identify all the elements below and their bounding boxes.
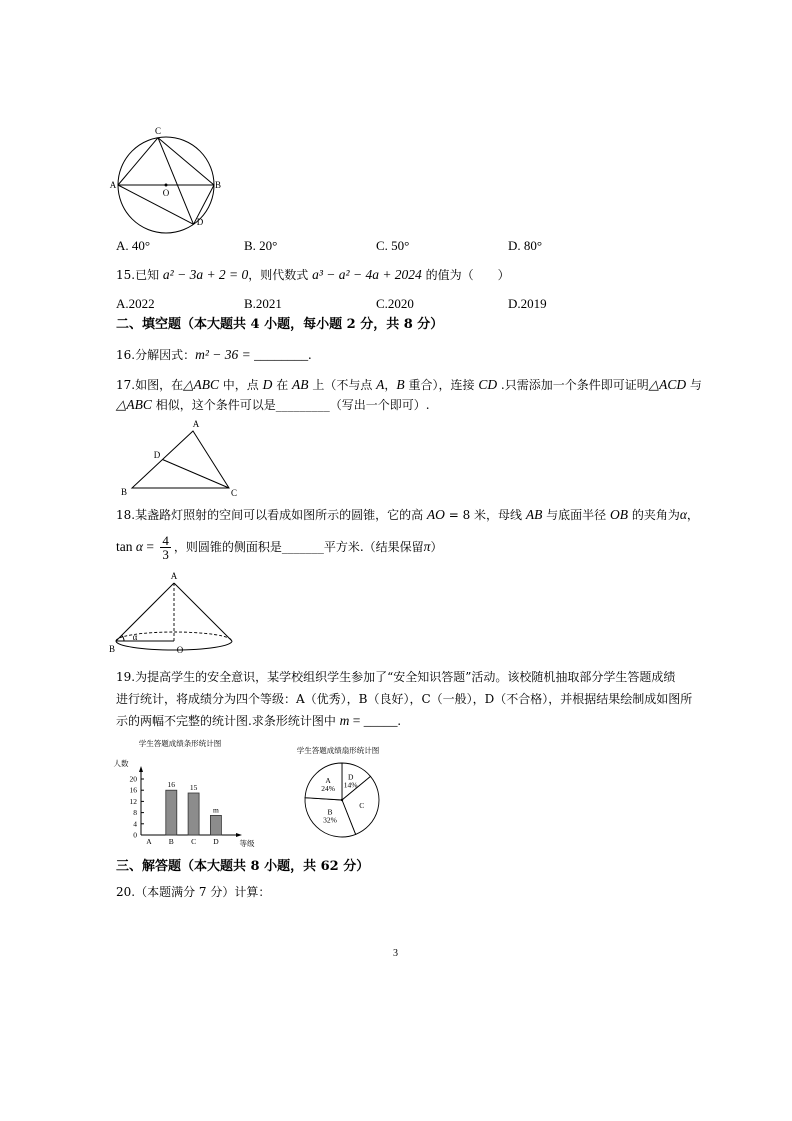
q18-text: ，则圆锥的侧面积是_______平方米.（结果保留 — [173, 540, 424, 554]
q16-blank: ________. — [250, 347, 312, 362]
triangle-figure — [112, 412, 246, 502]
q15-equation: a² − 3a + 2 = 0 — [162, 267, 249, 282]
q18-alpha: α — [135, 539, 143, 554]
pie-percent-label: 14% — [343, 780, 358, 790]
question-15 — [116, 267, 510, 283]
pie-slice-a — [305, 763, 342, 800]
pie-slice-label: B — [327, 807, 333, 817]
q18-math: AO — [426, 507, 445, 522]
point-label-c: C — [230, 488, 238, 498]
q18-text: 与底面半径 — [542, 508, 610, 522]
pie-chart-title: 学生答题成绩扇形统计图 — [296, 746, 380, 755]
question-18-line-1 — [116, 507, 699, 523]
q17-math: D — [262, 377, 273, 392]
bar-value-label: 16 — [167, 780, 176, 790]
center-dot — [165, 184, 168, 187]
q17-text: 与 — [686, 378, 702, 392]
pie-percent-label: 32% — [323, 815, 337, 825]
point-label-c: C — [154, 126, 162, 136]
chord-ad — [118, 185, 194, 224]
point-label-b: B — [120, 487, 128, 497]
fraction-denominator: 3 — [162, 547, 169, 562]
question-19-line-2: 进行统计，将成绩分为四个等级：A（优秀），B（良好），C（一般），D（不合格），并根据结果绘制成如图所 — [116, 692, 693, 706]
q17-math: △ACD — [648, 377, 687, 392]
cone-base-front-edge — [116, 641, 232, 650]
q17-text: 在 — [272, 378, 293, 392]
q15-option-a: A.2022 — [116, 296, 155, 311]
q18-text: 的夹角为 — [628, 508, 680, 522]
pie-slice-label: A — [325, 776, 331, 786]
q17-text: .只需添加一个条件即可证明 — [497, 378, 649, 392]
q15-suffix: 的值为（ ） — [421, 268, 510, 282]
pie-slice-label: C — [359, 801, 365, 811]
point-label-a: A — [192, 419, 200, 429]
section-3-heading: 三、解答题（本大题共 8 小题，共 62 分） — [116, 859, 370, 874]
y-tick-label: 8 — [133, 808, 137, 818]
q17-math: B — [396, 377, 405, 392]
question-17-line-1 — [116, 377, 702, 393]
q19-blank: = _____. — [349, 713, 401, 728]
chord-cd — [158, 138, 194, 225]
q17-text: 17.如图，在 — [116, 378, 184, 392]
point-label-b: B — [108, 644, 116, 654]
q17-math: CD — [478, 377, 498, 392]
y-axis-label: 人数 — [113, 759, 129, 768]
point-label-a: A — [170, 571, 178, 581]
y-tick-label: 12 — [129, 796, 137, 806]
question-18-line-2 — [116, 533, 442, 561]
q18-pi: π — [423, 539, 431, 554]
q19-variable-m: m — [339, 713, 350, 728]
question-17-line-2 — [116, 397, 430, 413]
q18-text: = 8 米，母线 — [444, 508, 526, 522]
q18-math: OB — [610, 507, 628, 522]
point-label-b: B — [214, 180, 222, 190]
page-number: 3 — [393, 948, 398, 959]
x-category-label: C — [191, 837, 197, 846]
point-label-d: D — [153, 450, 161, 460]
q18-equals: = — [142, 539, 158, 554]
q17-math: △ABC — [116, 397, 152, 412]
angle-label-alpha: α — [132, 632, 138, 642]
fraction-numerator: 4 — [162, 533, 169, 548]
triangle-abc — [132, 431, 229, 488]
q18-text: ） — [430, 540, 443, 554]
pie-chart — [288, 740, 392, 842]
point-label-d: D — [196, 217, 204, 227]
q16-expression: m² − 36 = — [195, 347, 251, 362]
bar-b — [166, 790, 177, 835]
q18-text: 18.某盏路灯照射的空间可以看成如图所示的圆锥，它的高 — [116, 508, 427, 522]
point-label-o: O — [176, 645, 184, 655]
q18-text: ， — [686, 508, 699, 522]
q15-option-b: B.2021 — [244, 296, 282, 311]
pie-percent-label: 24% — [321, 784, 335, 794]
x-category-label: A — [146, 837, 152, 846]
q17-text: 中，点 — [218, 378, 263, 392]
pie-center-dot — [341, 799, 343, 801]
q14-option-c: C. 50° — [376, 238, 410, 253]
angle-arc — [122, 635, 124, 641]
q17-text: 上（不与点 — [308, 378, 377, 392]
q17-math: △ABC — [183, 377, 219, 392]
q17-math: AB — [292, 377, 309, 392]
q14-option-b: B. 20° — [244, 238, 278, 253]
q14-option-a: A. 40° — [116, 238, 151, 253]
y-axis-arrow — [139, 766, 143, 772]
bar-c — [188, 793, 199, 835]
bar-d — [210, 815, 221, 835]
x-axis-arrow — [236, 833, 242, 837]
q17-math: A — [376, 377, 385, 392]
q15-option-d: D.2019 — [508, 296, 547, 311]
q15-prefix: 15.已知 — [116, 268, 163, 282]
question-20: 20.（本题满分 7 分）计算： — [116, 885, 271, 899]
cone-figure — [106, 566, 242, 658]
q14-option-d: D. 80° — [508, 238, 543, 253]
x-category-label: B — [168, 837, 174, 846]
point-label-a: A — [109, 180, 117, 190]
x-category-label: D — [213, 837, 219, 846]
y-tick-label: 20 — [129, 774, 137, 784]
q16-prefix: 16.分解因式： — [116, 348, 196, 362]
question-19-line-3 — [116, 713, 401, 729]
q18-math: α — [679, 507, 687, 522]
x-axis-label: 等级 — [239, 839, 255, 848]
q15-mid: ，则代数式 — [248, 268, 313, 282]
point-label-o: O — [162, 188, 170, 198]
bar-chart — [108, 736, 254, 850]
segment-cd — [163, 460, 230, 489]
bar-value-label: m — [212, 805, 219, 815]
q17-text: 重合），连接 — [404, 378, 479, 392]
section-2-heading: 二、填空题（本大题共 4 小题，每小题 2 分，共 8 分） — [116, 317, 444, 332]
q15-option-c: C.2020 — [376, 296, 414, 311]
chord-cb — [158, 138, 214, 185]
y-tick-label: 4 — [133, 819, 137, 829]
bar-chart-title: 学生答题成绩条形统计图 — [138, 739, 222, 748]
circle-figure — [104, 124, 232, 232]
q19-text: 示的两幅不完整的统计图.求条形统计图中 — [116, 714, 340, 728]
q17-text: 相似，这个条件可以是_________（写出一个即可）. — [151, 398, 430, 412]
y-tick-label: 0 — [133, 830, 137, 840]
bar-value-label: 15 — [189, 783, 198, 792]
slant-line-right — [174, 583, 232, 641]
q15-expression: a³ − a² − 4a + 2024 — [312, 267, 422, 282]
q17-text: ， — [384, 378, 397, 392]
q18-fraction — [160, 534, 171, 561]
question-16 — [116, 347, 312, 363]
q18-math: AB — [525, 507, 543, 522]
y-tick-label: 16 — [129, 785, 137, 795]
pie-slice-label: D — [347, 772, 354, 782]
question-19-line-1: 19.为提高学生的安全意识，某学校组织学生参加了“安全知识答题”活动。该校随机抽取部分学生答题成绩 — [116, 670, 676, 684]
q18-tan: tan — [116, 539, 136, 554]
